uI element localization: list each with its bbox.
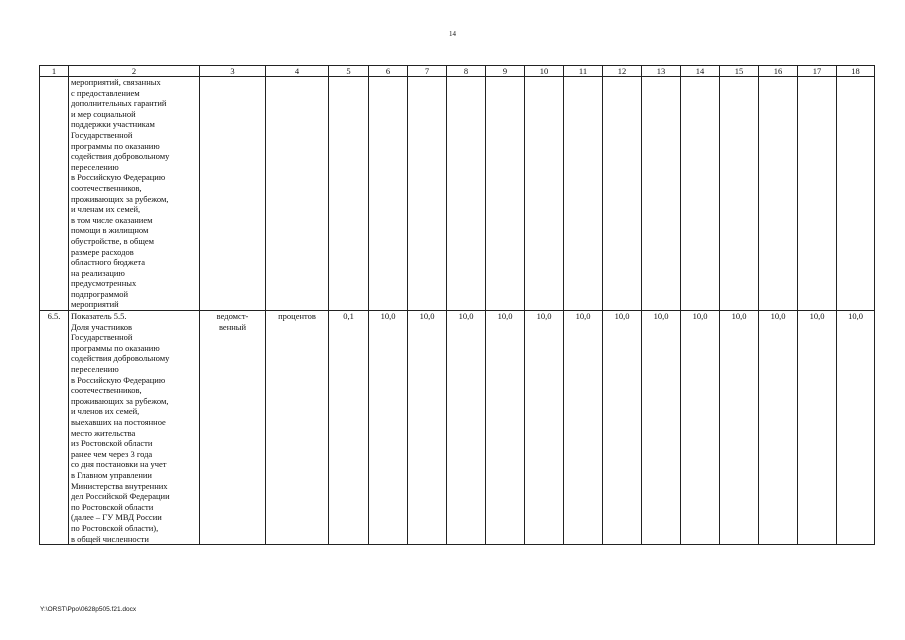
column-header: 10 <box>525 66 564 77</box>
value-cell <box>525 77 564 311</box>
column-header: 5 <box>329 66 369 77</box>
value-cell <box>798 77 837 311</box>
value-cell: 10,0 <box>798 311 837 545</box>
value-cell: 10,0 <box>447 311 486 545</box>
column-header: 18 <box>837 66 875 77</box>
indicator-type-cell: ведомст- венный <box>200 311 266 545</box>
file-path-footer: Y:\ORST\Ppo\0628p505.f21.docx <box>40 606 137 613</box>
indicator-type-cell <box>200 77 266 311</box>
value-cell: 10,0 <box>408 311 447 545</box>
value-cell <box>369 77 408 311</box>
value-cell: 10,0 <box>720 311 759 545</box>
value-cell: 0,1 <box>329 311 369 545</box>
column-header: 4 <box>266 66 329 77</box>
value-cell <box>720 77 759 311</box>
column-header: 16 <box>759 66 798 77</box>
value-cell <box>486 77 525 311</box>
value-cell: 10,0 <box>486 311 525 545</box>
value-cell <box>759 77 798 311</box>
column-header: 8 <box>447 66 486 77</box>
value-cell: 10,0 <box>837 311 875 545</box>
value-cell <box>447 77 486 311</box>
value-cell <box>408 77 447 311</box>
column-header: 11 <box>564 66 603 77</box>
value-cell <box>681 77 720 311</box>
value-cell <box>329 77 369 311</box>
column-header: 1 <box>40 66 69 77</box>
value-cell: 10,0 <box>603 311 642 545</box>
indicator-description-cell: мероприятий, связанных с предоставлением дополнительных гарантий и мер социальной поддержки участникам Государственной программы по оказанию содействия добровольному переселению в Российскую Федерацию соотечественников, проживающих за рубежом, и членам их семей, в том числе оказанием помощи в жилищном обустройстве, в общем размере расходов областного бюджета на реализацию предусмотренных подпрограммой мероприятий <box>69 77 200 311</box>
table-header-row <box>40 66 875 77</box>
value-cell: 10,0 <box>759 311 798 545</box>
value-cell: 10,0 <box>525 311 564 545</box>
column-header: 2 <box>69 66 200 77</box>
column-header: 14 <box>681 66 720 77</box>
column-header: 12 <box>603 66 642 77</box>
unit-cell: процентов <box>266 311 329 545</box>
column-header: 15 <box>720 66 759 77</box>
indicator-table <box>39 65 875 545</box>
indicator-description-cell: Показатель 5.5. Доля участников Государственной программы по оказанию содействия добровольному переселению в Российскую Федерацию соотечественников, проживающих за рубежом, и членов их семей, выехавших на постоянное место жительства из Ростовской области ранее чем через 3 года со дня постановки на учет в Главном управлении Министерства внутренних дел Российской Федерации по Ростовской области (далее – ГУ МВД России по Ростовской области), в общей численности <box>69 311 200 545</box>
unit-cell <box>266 77 329 311</box>
column-header: 3 <box>200 66 266 77</box>
column-header: 17 <box>798 66 837 77</box>
value-cell <box>642 77 681 311</box>
value-cell: 10,0 <box>369 311 408 545</box>
row-number-cell <box>40 77 69 311</box>
value-cell <box>837 77 875 311</box>
column-header: 6 <box>369 66 408 77</box>
row-number-cell: 6.5. <box>40 311 69 545</box>
table-row <box>40 311 875 545</box>
page-number: 14 <box>449 30 456 38</box>
value-cell: 10,0 <box>642 311 681 545</box>
value-cell <box>564 77 603 311</box>
column-header: 13 <box>642 66 681 77</box>
value-cell: 10,0 <box>564 311 603 545</box>
column-header: 7 <box>408 66 447 77</box>
table-row <box>40 77 875 311</box>
value-cell: 10,0 <box>681 311 720 545</box>
value-cell <box>603 77 642 311</box>
column-header: 9 <box>486 66 525 77</box>
